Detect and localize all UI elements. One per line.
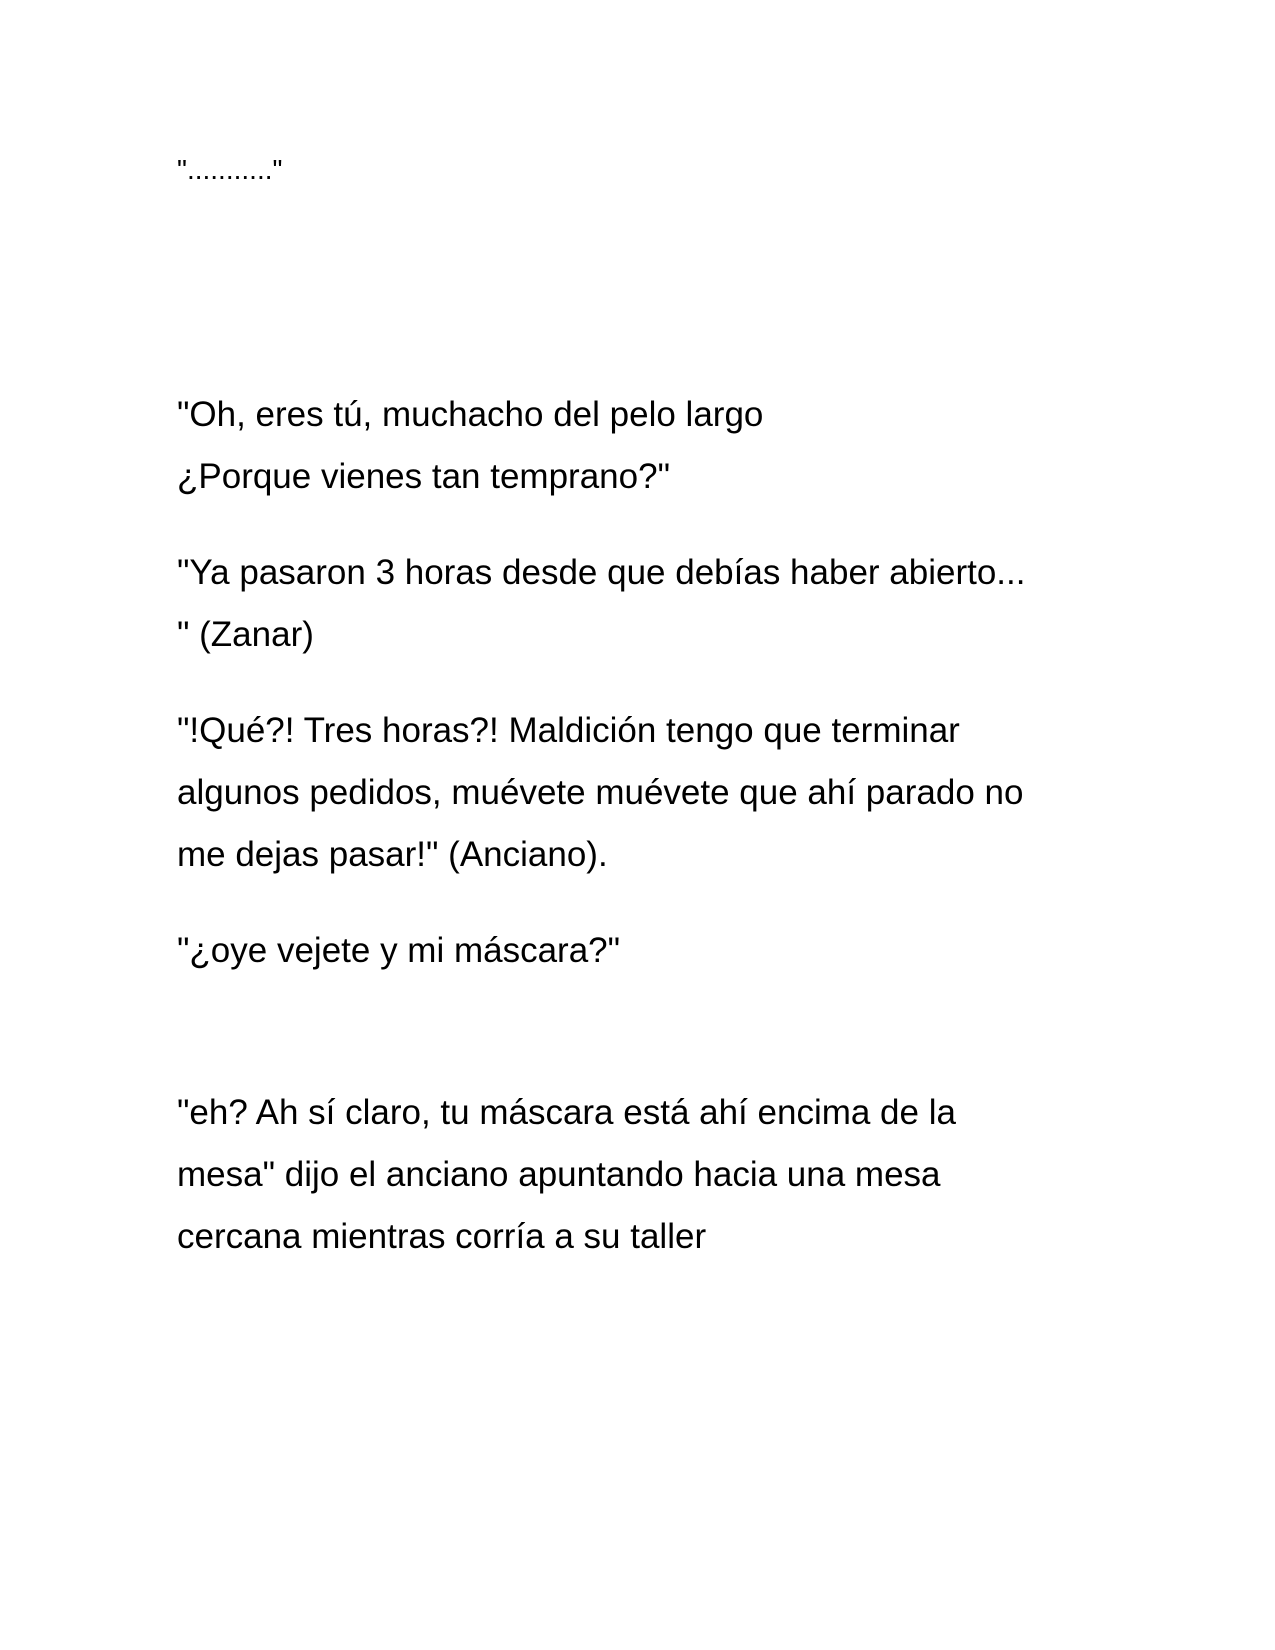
paragraph-line: cercana mientras corría a su taller — [177, 1217, 707, 1256]
paragraph-line: ¿Porque vienes tan temprano?" — [177, 457, 670, 496]
paragraph-line: mesa" dijo el anciano apuntando hacia una mesa — [177, 1155, 941, 1194]
paragraph-line: "¿oye vejete y mi máscara?" — [177, 931, 621, 970]
paragraph-line: " (Zanar) — [177, 615, 314, 654]
paragraph-line: algunos pedidos, muévete muévete que ahí parado no — [177, 773, 1024, 812]
paragraph-line: "Oh, eres tú, muchacho del pelo largo — [177, 395, 764, 434]
paragraph-line: "!Qué?! Tres horas?! Maldición tengo que terminar — [177, 711, 960, 750]
paragraph-line: "Ya pasaron 3 horas desde que debías haber abierto... — [177, 553, 1026, 592]
paragraph-line: me dejas pasar!" (Anciano). — [177, 835, 608, 874]
paragraph-line: "eh? Ah sí claro, tu máscara está ahí encima de la — [177, 1093, 956, 1132]
paragraph-ellipsis: "..........." — [177, 154, 283, 185]
